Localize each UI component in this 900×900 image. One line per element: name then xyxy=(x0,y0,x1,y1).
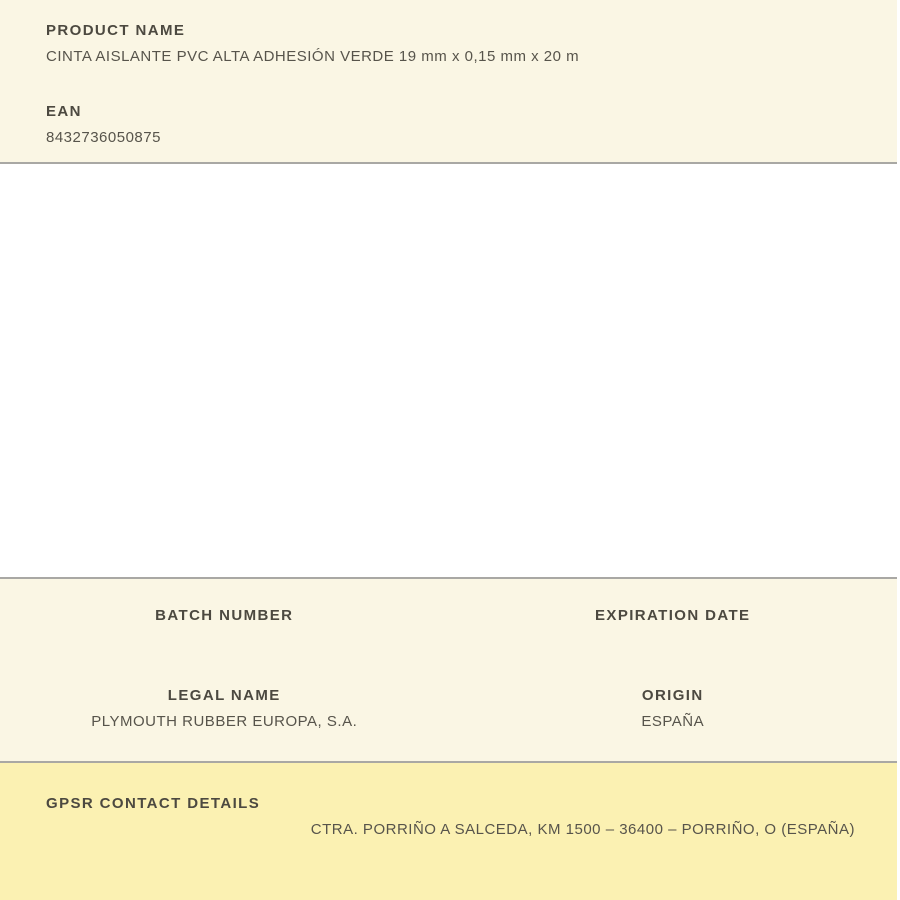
legal-name-label: LEGAL NAME xyxy=(167,687,281,704)
ean-label: EAN xyxy=(46,103,82,120)
origin-label: ORIGIN xyxy=(641,687,704,704)
ean-field xyxy=(46,102,851,147)
origin-field xyxy=(449,686,898,731)
expiration-date-field xyxy=(449,606,898,625)
details-row-batch-expiration xyxy=(0,606,897,625)
ean-value: 8432736050875 xyxy=(46,129,161,146)
legal-name-value: PLYMOUTH RUBBER EUROPA, S.A. xyxy=(91,713,358,730)
batch-number-field xyxy=(0,606,449,625)
product-header-section xyxy=(0,0,897,164)
product-name-label: PRODUCT NAME xyxy=(46,22,186,39)
gpsr-contact-label: GPSR CONTACT DETAILS xyxy=(46,795,261,812)
product-name-field xyxy=(46,21,851,66)
gpsr-contact-section xyxy=(0,763,897,900)
product-details-section xyxy=(0,577,897,763)
gpsr-contact-address: CTRA. PORRIÑO A SALCEDA, KM 1500 – 36400 – PORRIÑO, O (ESPAÑA) xyxy=(310,821,855,838)
details-row-legal-origin xyxy=(0,686,897,731)
empty-content-area xyxy=(0,164,897,577)
expiration-date-label: EXPIRATION DATE xyxy=(595,607,751,624)
origin-value: ESPAÑA xyxy=(641,713,705,730)
batch-number-label: BATCH NUMBER xyxy=(155,607,294,624)
product-name-value: CINTA AISLANTE PVC ALTA ADHESIÓN VERDE 19 mm x 0,15 mm x 20 m xyxy=(46,48,580,65)
legal-name-field xyxy=(0,686,449,731)
